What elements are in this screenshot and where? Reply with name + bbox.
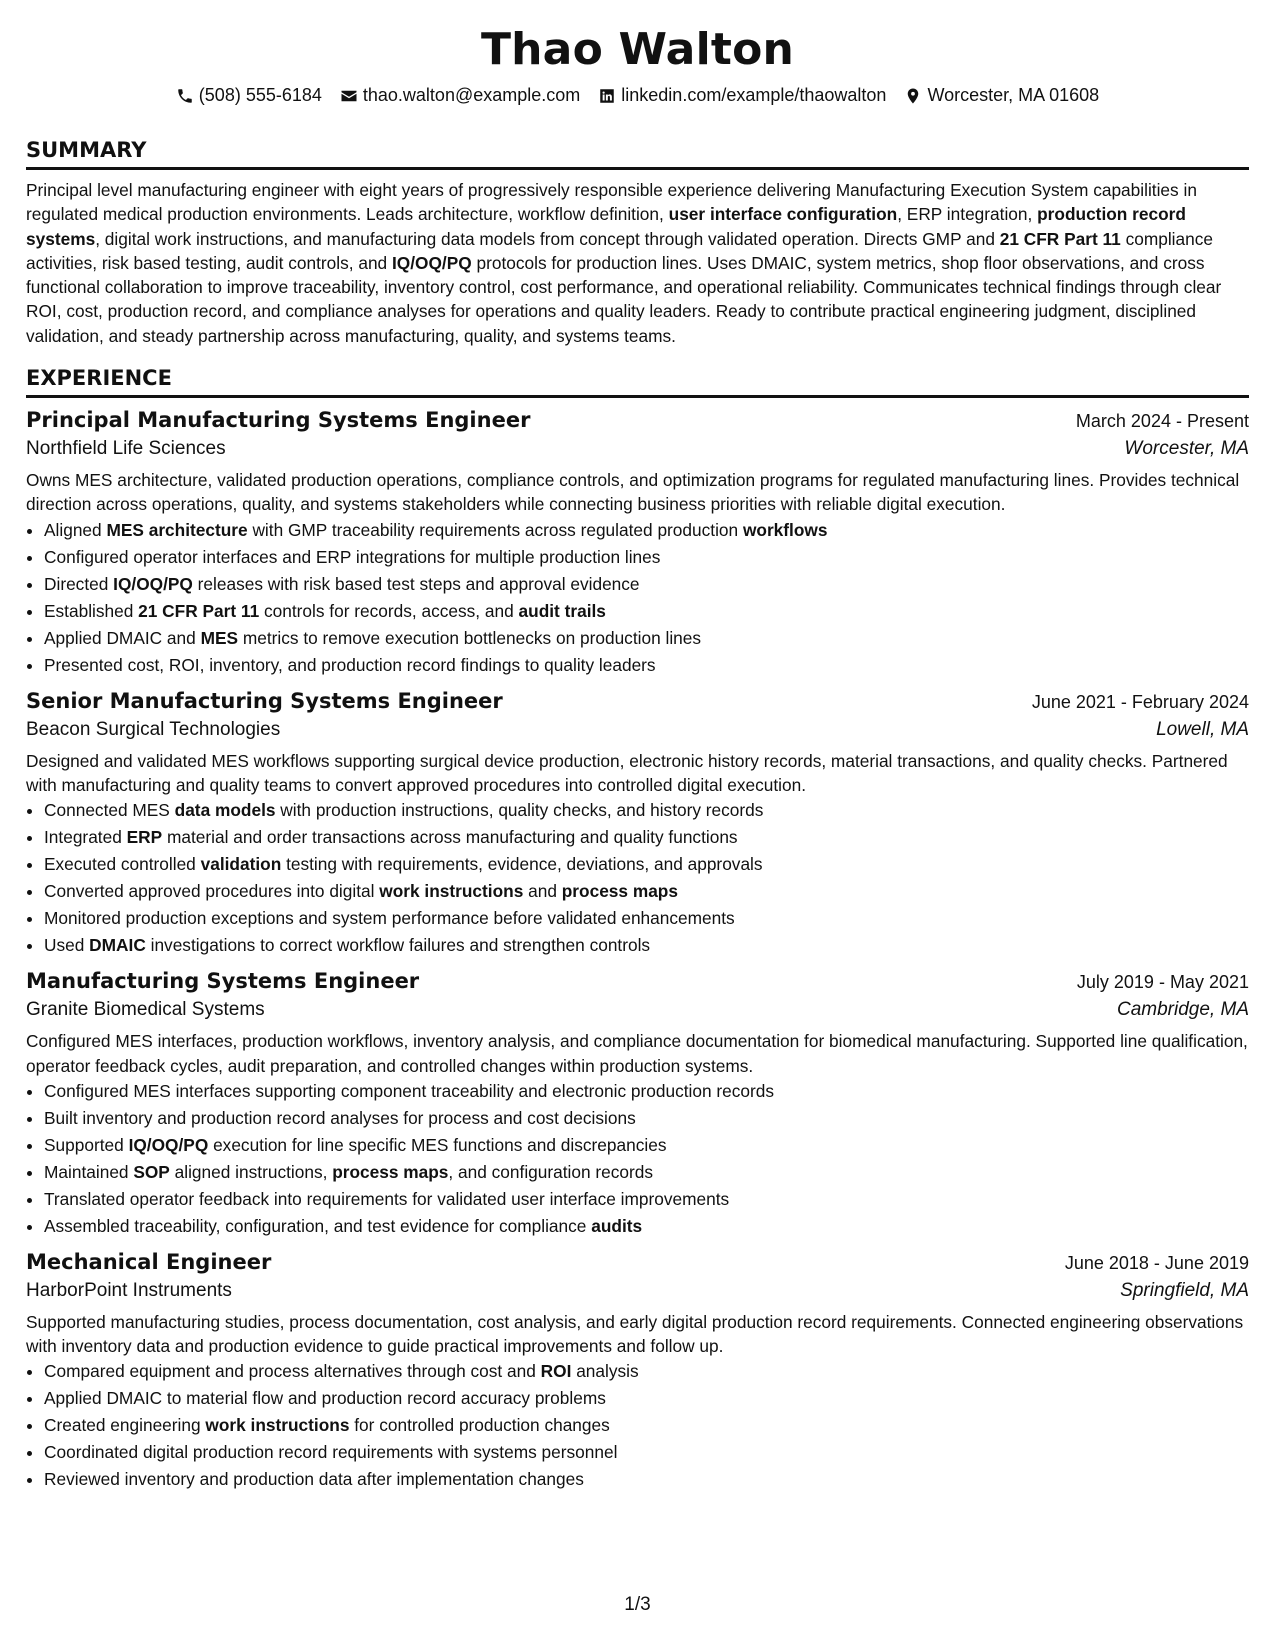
contact-email[interactable] <box>340 85 580 106</box>
list-item <box>44 1439 1249 1466</box>
job-subheader <box>26 1280 1249 1302</box>
job-location: Cambridge, MA <box>1117 999 1249 1021</box>
bold-keyword: SOP <box>133 1161 170 1182</box>
job-description: Owns MES architecture, validated production operations, compliance controls, and optimization programs for regulated manufacturing lines. Provides technical direction across operations, quality, and systems stakeholders while connecting business priorities with reliable digital execution. <box>26 470 1240 515</box>
text-run: Supported <box>44 1134 129 1155</box>
list-item <box>44 1358 1249 1385</box>
bold-keyword: ERP <box>126 827 163 848</box>
bold-keyword: workflows <box>742 519 828 540</box>
job-entry <box>26 969 1249 1240</box>
text-run: with GMP traceability requirements across regulated production <box>247 519 743 540</box>
text-run: metrics to remove execution bottlenecks on production lines <box>238 627 702 648</box>
text-run: Executed controlled <box>44 854 201 875</box>
job-description: Supported manufacturing studies, process documentation, cost analysis, and early digital production record requirements. Connected engineering observations with inventory data and production evidence to guide practical improvements and follow up. <box>26 1311 1244 1357</box>
bold-keyword: user interface configuration <box>668 204 898 225</box>
text-run: for controlled production changes <box>349 1415 610 1436</box>
text-run: Coordinated digital production record requirements with systems personnel <box>44 1442 618 1463</box>
bold-keyword: audit trails <box>518 600 606 621</box>
list-item <box>44 571 1249 598</box>
list-item <box>44 1078 1249 1105</box>
page-number: 1/3 <box>624 1594 651 1615</box>
job-location: Worcester, MA <box>1124 438 1249 460</box>
job-location: Springfield, MA <box>1120 1279 1249 1301</box>
list-item <box>44 652 1249 679</box>
text-run: Aligned <box>44 519 107 540</box>
location-text: Worcester, MA 01608 <box>927 85 1100 105</box>
text-run: aligned instructions, <box>169 1161 333 1182</box>
job-header <box>26 689 1249 713</box>
bold-keyword: 21 CFR Part 11 <box>999 228 1121 249</box>
job-bullets <box>26 1358 1249 1493</box>
contact-phone[interactable] <box>176 85 322 106</box>
envelope-icon <box>340 87 358 105</box>
list-item <box>44 824 1249 851</box>
linkedin-icon <box>598 87 616 105</box>
bold-keyword: work instructions <box>205 1415 350 1436</box>
bold-keyword: audits <box>591 1215 643 1236</box>
bold-keyword: DMAIC <box>89 935 146 956</box>
bold-keyword: IQ/OQ/PQ <box>113 573 193 594</box>
experience-heading: EXPERIENCE <box>26 366 1249 398</box>
job-entry <box>26 1250 1249 1494</box>
text-run: Compared equipment and process alternatives through cost and <box>44 1361 541 1382</box>
bold-keyword: work instructions <box>379 881 524 902</box>
experience-list <box>26 408 1249 1493</box>
text-run: testing with requirements, evidence, deviations, and approvals <box>281 854 763 875</box>
contact-linkedin[interactable] <box>598 85 886 106</box>
list-item <box>44 932 1249 959</box>
text-run: , digital work instructions, and manufacturing data models from concept through validated operation. Directs GMP and <box>95 228 1000 249</box>
job-title: Manufacturing Systems Engineer <box>26 969 420 994</box>
bold-keyword: ROI <box>540 1361 572 1382</box>
bold-keyword: MES <box>200 627 239 648</box>
list-item <box>44 797 1249 824</box>
job-bullets <box>26 1078 1249 1240</box>
bold-keyword: data models <box>174 800 276 821</box>
map-pin-icon <box>904 87 922 105</box>
job-bullets <box>26 517 1249 679</box>
text-run: Used <box>44 935 90 956</box>
company-name: Beacon Surgical Technologies <box>26 718 281 740</box>
text-run: material and order transactions across manufacturing and quality functions <box>162 827 738 848</box>
email-text: thao.walton@example.com <box>362 85 581 105</box>
text-run: Built inventory and production record analyses for process and cost decisions <box>44 1107 636 1128</box>
list-item <box>44 1105 1249 1132</box>
job-title: Principal Manufacturing Systems Engineer <box>26 408 531 433</box>
company-name: HarborPoint Instruments <box>26 1279 232 1301</box>
list-item <box>44 625 1249 652</box>
bold-keyword: production record systems <box>26 204 1186 249</box>
text-run: Reviewed inventory and production data after implementation changes <box>44 1469 584 1490</box>
list-item <box>44 851 1249 878</box>
text-run: execution for line specific MES functions and discrepancies <box>208 1134 667 1155</box>
job-dates: July 2019 - May 2021 <box>1076 972 1249 993</box>
text-run: Integrated <box>44 827 127 848</box>
resume-page <box>26 0 1249 1493</box>
summary-heading: SUMMARY <box>26 138 1249 170</box>
text-run: releases with risk based test steps and approval evidence <box>192 573 640 594</box>
text-run: controls for records, access, and <box>259 600 519 621</box>
bold-keyword: validation <box>200 854 282 875</box>
list-item <box>44 1466 1249 1493</box>
list-item <box>44 1213 1249 1240</box>
text-run: Converted approved procedures into digital <box>44 881 380 902</box>
job-header <box>26 408 1249 432</box>
list-item <box>44 598 1249 625</box>
text-run: Translated operator feedback into requirements for validated user interface improvements <box>44 1188 730 1209</box>
list-item <box>44 1132 1249 1159</box>
linkedin-text: linkedin.com/example/thaowalton <box>621 85 887 105</box>
job-dates: June 2018 - June 2019 <box>1064 1252 1249 1273</box>
bold-keyword: MES architecture <box>106 519 248 540</box>
text-run: , and configuration records <box>448 1161 654 1182</box>
text-run: Configured MES interfaces supporting component traceability and electronic production records <box>44 1080 775 1101</box>
list-item <box>44 1186 1249 1213</box>
text-run: Assembled traceability, configuration, and test evidence for compliance <box>44 1215 592 1236</box>
text-run: Principal level manufacturing engineer with eight years of progressively responsible experience delivering Manufacturing Execution System capabilities in regulated medical production environments. Leads architecture, workflow definition, <box>26 180 1197 225</box>
job-dates: March 2024 - Present <box>1075 411 1249 432</box>
list-item <box>44 1385 1249 1412</box>
job-entry <box>26 408 1249 679</box>
text-run: Directed <box>44 573 114 594</box>
candidate-name: Thao Walton <box>480 24 795 75</box>
text-run: Created engineering <box>44 1415 206 1436</box>
summary-text <box>26 178 1249 348</box>
company-name: Northfield Life Sciences <box>26 438 226 460</box>
text-run: Connected MES <box>44 800 175 821</box>
text-run: Configured operator interfaces and ERP integrations for multiple production lines <box>44 546 661 567</box>
list-item <box>44 1412 1249 1439</box>
text-run: Presented cost, ROI, inventory, and production record findings to quality leaders <box>44 654 656 675</box>
bold-keyword: process maps <box>561 881 678 902</box>
text-run: and <box>523 881 562 902</box>
text-run: , ERP integration, <box>897 204 1038 225</box>
job-title: Senior Manufacturing Systems Engineer <box>26 688 503 713</box>
job-subheader <box>26 999 1249 1021</box>
text-run: with production instructions, quality checks, and history records <box>275 800 764 821</box>
list-item <box>44 878 1249 905</box>
text-run: Applied DMAIC to material flow and production record accuracy problems <box>44 1388 606 1409</box>
bold-keyword: IQ/OQ/PQ <box>128 1134 209 1155</box>
contact-bar <box>26 85 1249 106</box>
job-location: Lowell, MA <box>1156 718 1249 740</box>
job-title: Mechanical Engineer <box>26 1249 272 1274</box>
job-subheader <box>26 719 1249 741</box>
contact-location <box>904 85 1099 106</box>
job-subheader <box>26 438 1249 460</box>
bold-keyword: 21 CFR Part 11 <box>138 600 260 621</box>
bold-keyword: IQ/OQ/PQ <box>391 252 472 273</box>
job-entry <box>26 689 1249 960</box>
text-run: Established <box>44 600 139 621</box>
list-item <box>44 1159 1249 1186</box>
job-bullets <box>26 797 1249 959</box>
job-description: Configured MES interfaces, production workflows, inventory analysis, and compliance documentation for biomedical manufacturing. Supported line qualification, operator feedback cycles, audit preparation, and controlled changes within production systems. <box>26 1031 1248 1076</box>
text-run: compliance activities, risk based testing, audit controls, and <box>26 228 1213 273</box>
phone-text: (508) 555-6184 <box>198 85 322 105</box>
company-name: Granite Biomedical Systems <box>26 999 265 1021</box>
text-run: protocols for production lines. Uses DMAIC, system metrics, shop floor observations, and cross functional collaboration to improve traceability, inventory control, cost performance, and operational reliability. Communicates technical findings through clear ROI, cost, production record, and compliance analyses for operations and quality leaders. Ready to contribute practical engineering judgment, disciplined validation, and steady partnership across manufacturing, quality, and systems teams. <box>26 252 1222 346</box>
phone-icon <box>176 87 194 105</box>
job-description: Designed and validated MES workflows supporting surgical device production, electronic history records, material transactions, and quality checks. Partnered with manufacturing and quality teams to convert approved procedures into controlled digital execution. <box>26 750 1228 795</box>
text-run: Monitored production exceptions and system performance before validated enhancements <box>44 908 735 929</box>
text-run: analysis <box>571 1361 639 1382</box>
bold-keyword: process maps <box>332 1161 449 1182</box>
list-item <box>44 517 1249 544</box>
job-header <box>26 1250 1249 1274</box>
list-item <box>44 544 1249 571</box>
list-item <box>44 905 1249 932</box>
text-run: Applied DMAIC and <box>44 627 201 648</box>
job-dates: June 2021 - February 2024 <box>1031 691 1249 712</box>
job-header <box>26 969 1249 993</box>
text-run: investigations to correct workflow failures and strengthen controls <box>145 935 651 956</box>
text-run: Maintained <box>44 1161 134 1182</box>
